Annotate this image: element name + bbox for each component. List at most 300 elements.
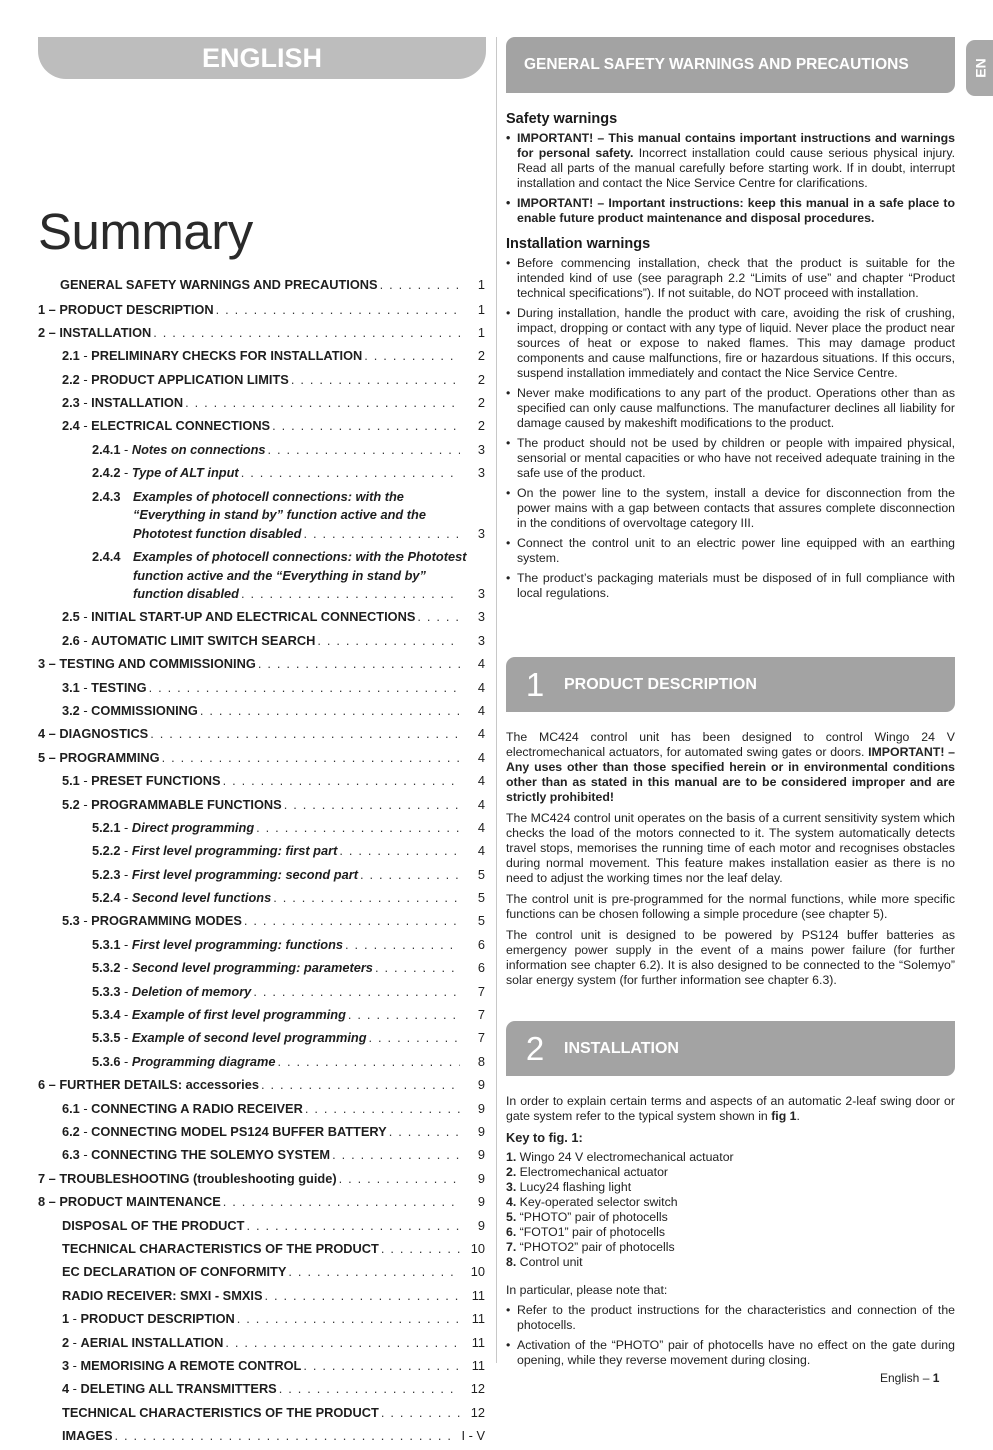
toc-group-b: [38, 608, 485, 1445]
toc-entry-label: [60, 276, 378, 295]
toc-entry-separator: -: [120, 960, 132, 976]
toc-entry: [38, 1123, 485, 1142]
toc-page-number: 2: [477, 395, 485, 411]
figure-key-title: Key to fig. 1:: [506, 1130, 583, 1145]
toc-leader-dots: [162, 749, 460, 768]
toc-page-number: I - V: [461, 1428, 485, 1444]
toc-entry-label: [62, 1287, 263, 1306]
bullet-dot: •: [506, 306, 511, 320]
toc-entry: [38, 679, 485, 698]
toc-entry-title: TECHNICAL CHARACTERISTICS OF THE PRODUCT: [62, 1240, 379, 1256]
toc-entry-number: 5.1: [62, 773, 80, 789]
toc-entry-number: 5.3.3: [92, 983, 121, 999]
section-1-number: 1: [525, 665, 545, 703]
toc-page-number: 3: [477, 465, 485, 481]
toc-entry-label: [38, 749, 160, 768]
toc-page-number: 3: [477, 586, 485, 602]
toc-entry: [38, 1240, 485, 1259]
bullet-dot: •: [506, 131, 511, 145]
installation-bullet: [506, 486, 955, 531]
figure-key-list: [506, 1150, 955, 1270]
toc-page-number: 9: [477, 1217, 485, 1233]
toc-leader-dots: [288, 1263, 460, 1282]
bullet-dot: •: [506, 536, 511, 550]
toc-leader-dots: [284, 796, 460, 815]
toc-entry-title: AUTOMATIC LIMIT SWITCH SEARCH: [91, 632, 316, 648]
bullet-dot: •: [506, 436, 511, 450]
toc-entry: [38, 1146, 485, 1165]
toc-entry-title: Deletion of memory: [131, 983, 252, 999]
toc-entry-separator: -: [120, 983, 132, 999]
section-2-body: [506, 1094, 955, 1373]
toc-entry-number: 3: [62, 1357, 70, 1373]
figure-key-text: Electromechanical actuator: [516, 1165, 669, 1179]
toc-entry-multiline: [38, 488, 485, 544]
toc-entry: [38, 1310, 485, 1329]
toc-entry-title-line3: Phototest function disabled: [133, 525, 302, 541]
toc-entry-title: Notes on connections: [131, 441, 266, 457]
figure-key-text: “PHOTO” pair of photocells: [516, 1210, 668, 1224]
toc-entry-label: [62, 1240, 379, 1259]
toc-entry-number: 2.2: [62, 371, 80, 387]
toc-entry-line-last: [92, 525, 485, 544]
toc-page-number: 9: [477, 1100, 485, 1116]
toc-entry-title: INITIAL START-UP AND ELECTRICAL CONNECTIONS: [91, 609, 416, 625]
toc-entry-title: 1 – PRODUCT DESCRIPTION: [38, 301, 214, 317]
toc-entry-label: [92, 819, 254, 838]
toc-entry-separator: -: [79, 1124, 92, 1139]
installation-bullet-text: Never make modifications to any part of the product. Operations other than as specified can only cause malfunctions. The manufacturer declines all liability for damage caused by makeshift modifications to the product.: [517, 386, 955, 430]
section-2-intro-end: .: [796, 1109, 800, 1123]
toc-entry-title: COMMISSIONING: [91, 702, 198, 718]
toc-leader-dots: [153, 324, 460, 343]
toc-entry-separator: -: [79, 632, 92, 648]
toc-leader-dots: [216, 301, 460, 320]
toc-entry: [38, 276, 485, 295]
toc-leader-dots: [247, 1217, 461, 1236]
toc-entry-separator: -: [79, 913, 92, 929]
toc-entry: [38, 301, 485, 320]
toc-page-number: 11: [471, 1357, 485, 1373]
toc-entry-label: [62, 1100, 303, 1119]
toc-entry: [38, 1287, 485, 1306]
toc-leader-dots: [185, 394, 460, 413]
toc-entry-title: First level programming: functions: [131, 936, 344, 952]
toc-entry-separator: -: [69, 1311, 81, 1327]
toc-entry-title: DELETING ALL TRANSMITTERS: [80, 1381, 277, 1397]
page-number: 1: [932, 1371, 940, 1385]
toc-entry-title-line3: function disabled: [133, 586, 239, 602]
figure-key-number: 7.: [506, 1240, 517, 1254]
toc-entry: [38, 1029, 485, 1048]
toc-entry-title: 6 – FURTHER DETAILS: accessories: [38, 1077, 259, 1093]
toc-entry: [38, 725, 485, 744]
toc-entry: [38, 842, 485, 861]
toc-entry: [38, 1357, 485, 1376]
toc-entry-number: 6.1: [62, 1100, 80, 1116]
section-1-p1-important: IMPORTANT! – Any uses other than those specified herein or in environmental conditions other than as stated in this manual are to be considered improper and are strictly prohibited!: [506, 745, 955, 804]
toc-entry-separator: -: [69, 1334, 81, 1350]
toc-entry: [38, 608, 485, 627]
toc-entry-title: Type of ALT input: [131, 465, 239, 481]
table-of-contents: [38, 276, 485, 1450]
toc-page-number: 4: [477, 796, 485, 812]
safety-warnings-block: [506, 110, 955, 606]
toc-entry-title: Second level functions: [131, 890, 272, 906]
toc-leader-dots: [223, 1193, 460, 1212]
installation-bullet-text: The product’s packaging materials must be disposed of in full compliance with local regulations.: [517, 571, 955, 600]
toc-entry-label: [92, 866, 358, 885]
toc-entry-title: TECHNICAL CHARACTERISTICS OF THE PRODUCT: [62, 1404, 379, 1420]
section-2-header: [506, 1021, 955, 1076]
toc-entry-title: IMAGES: [62, 1428, 113, 1444]
figure-key-item: [506, 1225, 955, 1240]
section-2-intro: [506, 1094, 955, 1124]
toc-leader-dots: [149, 679, 460, 698]
installation-bullet-text: Before commencing installation, check that the product is suitable for the intended kind of use (see paragraph 2.2 “Limits of use” and chapter “Product technical specifications”). If not suitable, do NOT proceed with installation.: [517, 256, 955, 300]
toc-entry-label: [62, 1380, 277, 1399]
toc-entry-label: [62, 632, 315, 651]
installation-bullet: [506, 386, 955, 431]
figure-key-number: 8.: [506, 1255, 517, 1269]
installation-bullet: [506, 436, 955, 481]
toc-page-number: 3: [477, 632, 485, 648]
toc-leader-dots: [272, 417, 460, 436]
toc-entry-number: 2: [62, 1334, 70, 1350]
toc-entry-number: 5.2.2: [92, 843, 121, 859]
toc-entry-separator: -: [79, 796, 92, 812]
safety-warnings-list: [506, 131, 955, 226]
toc-entry-number: 2.6: [62, 632, 80, 648]
toc-leader-dots: [381, 1404, 460, 1423]
figure-key-item: [506, 1210, 955, 1225]
toc-page-number: 2: [477, 418, 485, 434]
toc-entry-title: RADIO RECEIVER: SMXI - SMXIS: [62, 1287, 263, 1303]
toc-entry-label: [62, 1146, 330, 1165]
figure-key-text: Key-operated selector switch: [516, 1195, 678, 1209]
toc-entry-label: [62, 702, 198, 721]
toc-entry-separator: -: [79, 395, 92, 411]
figure-key-number: 1.: [506, 1150, 517, 1164]
toc-entry: [38, 772, 485, 791]
toc-entry-label: [38, 324, 151, 343]
toc-page-number: 12: [470, 1404, 485, 1420]
toc-entry-number: 5.3.4: [92, 1007, 121, 1023]
toc-entry-title: ELECTRICAL CONNECTIONS: [91, 418, 271, 434]
toc-entry-title-line2: “Everything in stand by” function active and the: [133, 507, 426, 523]
safety-bullet-normal: Incorrect installation could cause serious physical injury. Read all parts of the manual carefully before starting work. If in doubt, interrupt installation and contact the Nice Service Centre for clarifications.: [517, 146, 955, 190]
toc-entry-title: 7 – TROUBLESHOOTING (troubleshooting guide): [38, 1170, 337, 1186]
toc-entry-number: 5.2: [62, 796, 80, 812]
toc-page-number: 4: [477, 843, 485, 859]
language-banner: ENGLISH: [38, 37, 486, 79]
figure-key-text: “FOTO1” pair of photocells: [516, 1225, 666, 1239]
toc-page-number: 11: [471, 1287, 485, 1303]
toc-page-number: 9: [477, 1147, 485, 1163]
toc-entry-number: 2.4: [62, 418, 80, 434]
toc-entry: [38, 819, 485, 838]
toc-entry-label: [62, 1427, 112, 1446]
toc-page-number: 2: [477, 371, 485, 387]
toc-entry-line-last: [92, 585, 485, 604]
toc-entry-label: [92, 889, 271, 908]
toc-page-number: 7: [477, 983, 485, 999]
toc-page-number: 4: [477, 819, 485, 835]
toc-entry-label: [92, 464, 239, 483]
toc-entry-title: CONNECTING MODEL PS124 BUFFER BATTERY: [91, 1124, 387, 1139]
notes-intro: In particular, please note that:: [506, 1283, 668, 1297]
safety-bullet-bold: IMPORTANT! – This manual contains important instructions and warnings for personal safety.: [517, 131, 955, 160]
section-2-intro-text: In order to explain certain terms and aspects of an automatic 2-leaf swing door or gate system refer to the typical system shown in: [506, 1094, 955, 1123]
bullet-dot: •: [506, 571, 511, 585]
toc-entry-number: 5.3: [62, 913, 80, 929]
toc-leader-dots: [380, 276, 460, 295]
toc-entry: [38, 324, 485, 343]
toc-entry-title: AERIAL INSTALLATION: [80, 1334, 224, 1350]
toc-entry-separator: -: [79, 1147, 92, 1163]
toc-entry-title-line1: Examples of photocell connections: with the: [133, 488, 404, 504]
toc-entry-title: GENERAL SAFETY WARNINGS AND PRECAUTIONS: [60, 277, 378, 292]
toc-leader-dots: [305, 1100, 460, 1119]
toc-leader-dots: [364, 347, 460, 366]
toc-entry-title: PRESET FUNCTIONS: [91, 773, 221, 789]
toc-entry-title: Programming diagrame: [131, 1053, 276, 1069]
toc-leader-dots: [389, 1123, 460, 1142]
toc-entry: [38, 912, 485, 931]
toc-entry-separator: -: [120, 843, 132, 859]
toc-entry-label: [92, 1029, 367, 1048]
toc-entry-number: 3.2: [62, 702, 80, 718]
toc-entry-label: [92, 1006, 346, 1025]
toc-page-number: 4: [477, 773, 485, 789]
toc-leader-dots: [200, 702, 460, 721]
section-1-paragraph-3: The control unit is pre-programmed for the normal functions, while more specific functions can be chosen following a simple procedure (see chapter 5).: [506, 892, 955, 921]
toc-leader-dots: [279, 1380, 460, 1399]
toc-leader-dots: [375, 959, 460, 978]
section-2-number: 2: [525, 1029, 545, 1067]
toc-page-number: 11: [471, 1334, 485, 1350]
section-1-paragraph-1: [506, 730, 955, 805]
toc-page-number: 7: [477, 1030, 485, 1046]
toc-entry-label: [62, 912, 242, 931]
toc-entry-label: [92, 1053, 276, 1072]
toc-entry-separator: -: [79, 348, 92, 364]
toc-entry-label: [62, 1310, 235, 1329]
toc-page-number: 5: [477, 913, 485, 929]
toc-leader-dots: [241, 585, 460, 604]
bullet-dot: •: [506, 486, 511, 500]
toc-entry: [38, 796, 485, 815]
toc-entry-label: [62, 772, 221, 791]
note-bullet-text: Refer to the product instructions for the characteristics and connection of the photocells.: [517, 1303, 955, 1332]
toc-entry-number: 5.3.2: [92, 960, 121, 976]
toc-leader-dots: [417, 608, 460, 627]
section-1-paragraph-2: The MC424 control unit operates on the basis of a current sensitivity system which checks the load of the motors connected to it. The system automatically detects travel stops, memorises the running time of each motor and recognises obstacles during normal movement. This feature makes installation easier as there is no need to adjust the working times nor the leaf delay.: [506, 811, 955, 885]
toc-entry: [38, 655, 485, 674]
toc-entry-label: [62, 394, 183, 413]
column-divider: [496, 37, 497, 1363]
toc-entry-label: [92, 936, 343, 955]
toc-leader-dots: [268, 441, 460, 460]
toc-entry: [38, 394, 485, 413]
toc-entry-title: First level programming: second part: [131, 866, 358, 882]
toc-entry-title: MEMORISING A REMOTE CONTROL: [80, 1357, 302, 1373]
figure-key-text: Control unit: [516, 1255, 583, 1269]
toc-entry-separator: -: [79, 418, 92, 434]
toc-leader-dots: [261, 1076, 460, 1095]
installation-bullet: [506, 306, 955, 381]
toc-entry-label: [62, 417, 270, 436]
installation-bullet-text: On the power line to the system, install a device for disconnection from the power mains with a gap between contacts that assures complete disconnection in the conditions of overvoltage category III.: [517, 486, 955, 530]
installation-warnings-title: Installation warnings: [506, 236, 651, 252]
figure-key-item: [506, 1255, 955, 1270]
toc-entry-title: Direct programming: [131, 819, 255, 835]
toc-entry-title: DISPOSAL OF THE PRODUCT: [62, 1217, 245, 1233]
toc-entry-label: [92, 441, 266, 460]
toc-entry: [38, 866, 485, 885]
toc-entry: [38, 749, 485, 768]
toc-entry: [38, 1006, 485, 1025]
toc-page-number: 4: [477, 702, 485, 718]
page-footer: [880, 1371, 939, 1385]
note-bullet-text: Activation of the “PHOTO” pair of photocells have no effect on the gate during opening, while they reverse movement during closing.: [517, 1338, 955, 1367]
toc-entry-label: [92, 842, 337, 861]
toc-entry-number: 5.3.6: [92, 1053, 121, 1069]
installation-bullet: [506, 256, 955, 301]
toc-entry-separator: -: [120, 1053, 132, 1069]
toc-entry: [38, 1100, 485, 1119]
figure-key-number: 3.: [506, 1180, 517, 1194]
toc-entry-title: 5 – PROGRAMMING: [38, 749, 160, 765]
toc-entry-title-line2: function active and the “Everything in stand by”: [133, 567, 426, 583]
toc-leader-dots: [317, 632, 460, 651]
toc-entry-label: [62, 1404, 379, 1423]
section-2-title: INSTALLATION: [564, 1039, 679, 1057]
toc-group-a: [38, 276, 485, 483]
toc-entry-number: 6.3: [62, 1147, 80, 1163]
toc-entry-title: Example of first level programming: [131, 1007, 346, 1023]
figure-key-number: 5.: [506, 1210, 517, 1224]
toc-entry-title: PRELIMINARY CHECKS FOR INSTALLATION: [91, 348, 363, 364]
toc-entry: [38, 632, 485, 651]
toc-leader-dots: [278, 1053, 461, 1072]
toc-entry: [38, 441, 485, 460]
toc-leader-dots: [339, 842, 460, 861]
toc-leader-dots: [237, 1310, 460, 1329]
safety-bullet-text: [517, 196, 955, 226]
toc-leader-dots: [244, 912, 460, 931]
toc-leader-dots: [369, 1029, 460, 1048]
toc-entry-label: [62, 1357, 301, 1376]
toc-entry: [38, 889, 485, 908]
toc-page-number: 9: [477, 1194, 485, 1210]
toc-leader-dots: [332, 1146, 460, 1165]
safety-bullet-bold: IMPORTANT! – Important instructions: keep this manual in a safe place to enable future product maintenance and disposal procedures.: [517, 196, 955, 225]
figure-key-number: 2.: [506, 1165, 517, 1179]
toc-page-number: 9: [477, 1170, 485, 1186]
toc-entry-label: [62, 371, 289, 390]
language-tab: [966, 40, 993, 96]
section-1-p1-text: The MC424 control unit has been designed to control Wingo 24 V electromechanical actuators, for automated swing gates or doors.: [506, 730, 955, 759]
toc-entry-number: 5.2.3: [92, 866, 121, 882]
toc-entry-separator: -: [120, 866, 132, 882]
toc-entry-separator: -: [120, 441, 132, 457]
toc-entry-number: 2.4.2: [92, 465, 121, 481]
toc-entry-number: 2.4.1: [92, 441, 121, 457]
toc-page-number: 5: [477, 866, 485, 882]
toc-entry-number: 2.4.4: [92, 549, 121, 565]
toc-page-number: 4: [477, 656, 485, 672]
toc-leader-dots: [256, 819, 460, 838]
toc-entry-number: 2.5: [62, 609, 80, 625]
toc-page-number: 4: [477, 726, 485, 742]
toc-entry-number: 5.3.5: [92, 1030, 121, 1046]
toc-entry: [38, 936, 485, 955]
toc-entry-label: [38, 1170, 337, 1189]
toc-entry-label: [62, 1217, 245, 1236]
toc-entry: [38, 417, 485, 436]
toc-leader-dots: [381, 1240, 460, 1259]
toc-entry-label: [92, 983, 251, 1002]
toc-entry-label: [38, 1076, 259, 1095]
toc-page-number: 8: [477, 1053, 485, 1069]
toc-page-number: 3: [477, 525, 485, 541]
figure-key-text: “PHOTO2” pair of photocells: [516, 1240, 675, 1254]
toc-page-number: 4: [477, 749, 485, 765]
toc-entry-separator: -: [120, 1007, 132, 1023]
toc-page-number: 10: [470, 1264, 485, 1280]
toc-entry-number: 5.2.1: [92, 819, 121, 835]
bullet-dot: •: [506, 256, 511, 270]
toc-entry-number: 2.1: [62, 348, 80, 364]
toc-page-number: 11: [471, 1311, 485, 1327]
toc-page-number: 5: [477, 890, 485, 906]
toc-page-number: 10: [470, 1240, 485, 1256]
toc-leader-dots: [304, 525, 461, 544]
toc-entry-separator: -: [79, 679, 92, 695]
toc-page-number: 4: [477, 679, 485, 695]
toc-leader-dots: [114, 1427, 452, 1446]
footer-text: English –: [880, 1371, 933, 1385]
safety-section-title: GENERAL SAFETY WARNINGS AND PRECAUTIONS: [524, 56, 909, 73]
toc-entry-title: TESTING: [91, 679, 147, 695]
toc-entry-title: PRODUCT APPLICATION LIMITS: [91, 371, 289, 387]
toc-leader-dots: [339, 1170, 460, 1189]
summary-title: Summary: [38, 203, 253, 260]
figure-key-text: Wingo 24 V electromechanical actuator: [516, 1150, 734, 1164]
toc-entry-title: Example of second level programming: [131, 1030, 367, 1046]
toc-leader-dots: [291, 371, 460, 390]
toc-entry-title: 3 – TESTING AND COMMISSIONING: [38, 656, 256, 672]
toc-entry-label: [62, 1123, 387, 1142]
toc-page-number: 1: [477, 277, 485, 292]
installation-bullet: [506, 536, 955, 566]
toc-entry-separator: -: [69, 1381, 81, 1397]
toc-page-number: 9: [477, 1124, 485, 1139]
toc-page-number: 12: [470, 1381, 485, 1397]
toc-entry-title: PROGRAMMING MODES: [91, 913, 242, 929]
toc-leader-dots: [223, 772, 460, 791]
toc-entry-separator: -: [79, 371, 92, 387]
toc-entry: [38, 983, 485, 1002]
toc-entry-multiline: [38, 548, 485, 604]
toc-entry-title: CONNECTING A RADIO RECEIVER: [91, 1100, 303, 1116]
installation-warnings-list: [506, 256, 955, 601]
safety-section-header: [506, 37, 955, 93]
toc-entry-label: [62, 679, 147, 698]
installation-bullet-text: The product should not be used by children or people with impaired physical, sensorial or mental capacities or who have not received adequate training in the safe use of the product.: [517, 436, 955, 480]
section-1-paragraph-4: The control unit is designed to be powered by PS124 buffer batteries as emergency power supply in the event of a mains power failure (for further information see chapter 6.2). It is also designed to be connected to the “Solemyo” solar energy system (for further information see chapter 6.3).: [506, 928, 955, 987]
